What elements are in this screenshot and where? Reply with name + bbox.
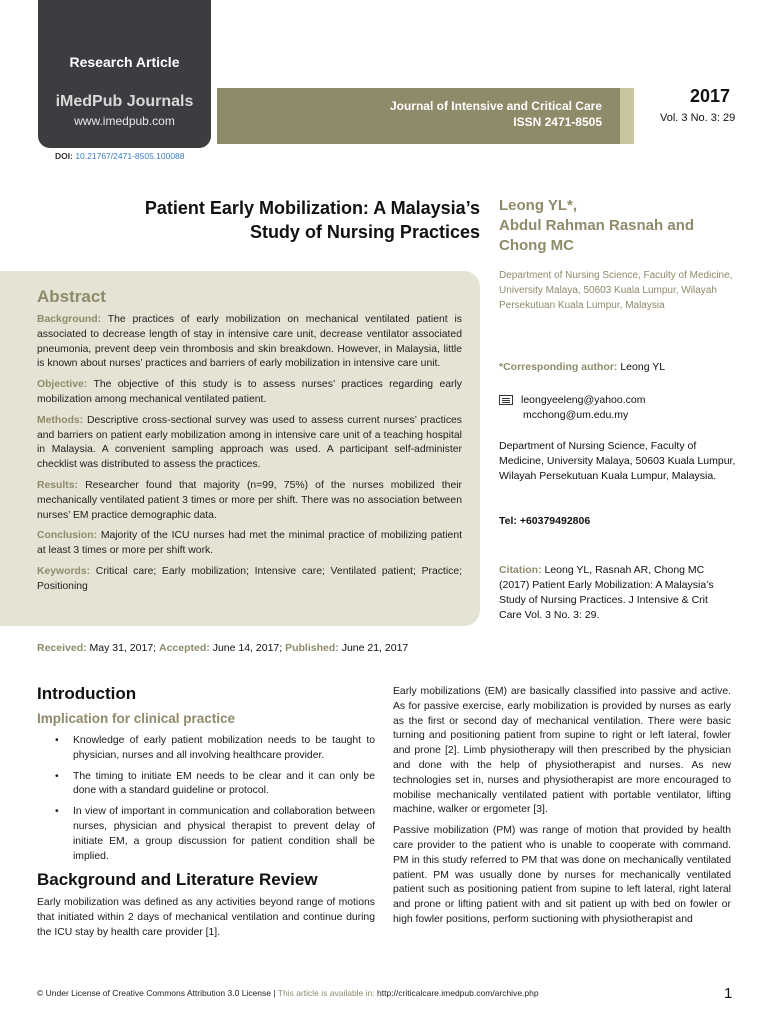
author-line-2: Abdul Rahman Rasnah and [499, 217, 695, 234]
abstract-results: Results: Researcher found that majority (n=99, 75%) of the nurses mobilized their mechanically ventilated patient 3 times or more per shift. There was no association between nurses’ EM practice demographic data. [37, 479, 462, 521]
implication-list [37, 734, 375, 864]
body-paragraph-1: Early mobilizations (EM) are basically classified into passive and active. As for passive exercise, early mobilization is provided by nurses as early as the first or second day of mechanical ventilation. There were basic turning and positioning patient from supine to right or left lateral, fowler and prone [2]. Limb physiotherapy will then prescribed by the physician and done with the help of physiotherapist and nurses. As new technologies set in, nurses and physiotherapist are more encouraged to mobilise mechanically ventilated patient with portable ventilator, lifting machine, walker or ergometer [3]. [393, 686, 731, 816]
journal-issn: ISSN 2471-8505 [513, 115, 602, 129]
citation-label: Citation: [499, 564, 542, 576]
telephone [499, 515, 590, 527]
band-accent [620, 88, 634, 144]
abstract-conclusion: Conclusion: Majority of the ICU nurses had met the minimal practice of mobilizing patient at least 3 times or more per shift work. [37, 530, 462, 557]
author-affiliation: Department of Nursing Science, Faculty of Medicine, University Malaya, 50603 Kuala Lumpur, Wilayah Persekutuan Kuala Lumpur, Malaysia [499, 270, 733, 311]
body-left-column [37, 684, 375, 941]
issue-year: 2017 [690, 86, 731, 106]
corresponding-author [499, 361, 665, 373]
title-line-2: Study of Nursing Practices [249, 222, 480, 242]
implication-heading: Implication for clinical practice [37, 711, 236, 726]
background-paragraph: Early mobilization was defined as any activities beyond range of motions that initiated within 2 days of mechanical ventilation and continue during the ICU stay by health care provider [1]. [37, 897, 375, 938]
corresponding-label: *Corresponding author: [499, 361, 618, 373]
email-1[interactable]: leongyeeleng@yahoo.com [521, 394, 646, 406]
list-item: • In view of important in communication and collaboration between nurses, physician and physical therapist to prevent delay of initiate EM, a group discussion for patient condition shall be implied. [37, 805, 375, 864]
publisher-url[interactable]: www.imedpub.com [74, 114, 175, 128]
available-text: This article is available in: [277, 988, 375, 998]
contact-emails [499, 393, 646, 423]
abstract-methods: Methods: Descriptive cross-sectional survey was used to assess current nurses’ practices and barriers on patient early mobilization among in intensive care unit of a teaching hospital in Malaysia. A convenient sampling approach was used. A participant self-administer checklist was distributed to assess the practices. [37, 414, 463, 471]
archive-link[interactable]: http://criticalcare.imedpub.com/archive.php [377, 988, 539, 998]
author-line-1: Leong YL*, [499, 197, 578, 214]
introduction-heading: Introduction [37, 684, 137, 703]
publisher-brand-box [38, 0, 211, 148]
corresponding-address: Department of Nursing Science, Faculty of Medicine, University Malaya, 50603 Kuala Lumpur, Wilayah Persekutuan Kuala Lumpur, Malaysia. [499, 440, 736, 482]
citation [499, 563, 724, 623]
license-text: © Under License of Creative Commons Attribution 3.0 License | [37, 988, 276, 998]
body-paragraph-2: Passive mobilization (PM) was range of motion that provided by health care provider to the patient who is unable to cooperate with command. PM in this study referred to PM that was done on mechanically ventilated patient. PM was usually done by nurses for mechanically ventilated patient such as positioning patient from supine to left lateral, right lateral and prone or lifting patient with and sit patient up with bed on fowler or high fowler positions, perform suctioning with physiotherapist and [393, 825, 731, 925]
page-footer [37, 988, 539, 998]
publication-dates: Received: May 31, 2017; Accepted: June 14, 2017; Published: June 21, 2017 [37, 642, 409, 654]
abstract-heading: Abstract [37, 287, 106, 306]
issue-volume: Vol. 3 No. 3: 29 [660, 112, 736, 124]
citation-text: Leong YL, Rasnah AR, Chong MC (2017) Patient Early Mobilization: A Malaysia’s Study of Nursing Practices. J Intensive & Crit Care Vol. 3 No. 3: 29. [499, 564, 714, 621]
tel-value: +60379492806 [519, 515, 591, 527]
journal-band [217, 88, 620, 144]
doi-label: DOI: [55, 151, 73, 161]
tel-label: Tel: [499, 515, 517, 527]
article-title [60, 196, 480, 244]
publisher-name: iMedPub Journals [55, 93, 194, 110]
email-2[interactable]: mcchong@um.edu.my [523, 409, 629, 421]
author-line-3: Chong MC [499, 237, 574, 254]
background-heading: Background and Literature Review [37, 870, 318, 890]
author-list [499, 196, 739, 256]
journal-name: Journal of Intensive and Critical Care [389, 99, 602, 113]
body-right-column [393, 685, 731, 934]
abstract-keywords: Keywords: Critical care; Early mobilization; Intensive care; Ventilated patient; Practice; Positioning [37, 565, 462, 592]
list-item: • The timing to initiate EM needs to be clear and it can only be done with a standard guideline or protocol. [37, 770, 375, 800]
email-icon [499, 395, 513, 405]
abstract-background: Background: The practices of early mobilization on mechanical ventilated patient is associated to decrease length of stay in intensive care unit, decrease ventilator associated pneumonia, prevent deep vein thrombosis and skin breakdown. However, in Malaysia, little is known about nurses’ practices and barriers of early mobilization in intensive care unit. [37, 314, 462, 370]
abstract-objective: Objective: The objective of this study is to assess nurses’ practices regarding early mobilization among mechanical ventilated patient. [37, 379, 462, 405]
corresponding-name: Leong YL [620, 361, 666, 373]
list-item: • Knowledge of early patient mobilization needs to be taught to physician, nurses and all involving healthcare provider. [37, 734, 375, 764]
abstract-box [0, 271, 480, 626]
page-number: 1 [724, 985, 733, 1002]
article-type: Research Article [69, 54, 180, 70]
title-line-1: Patient Early Mobilization: A Malaysia’s [144, 198, 480, 218]
doi-link[interactable]: 10.21767/2471-8505.100088 [75, 151, 185, 161]
doi [55, 151, 185, 161]
